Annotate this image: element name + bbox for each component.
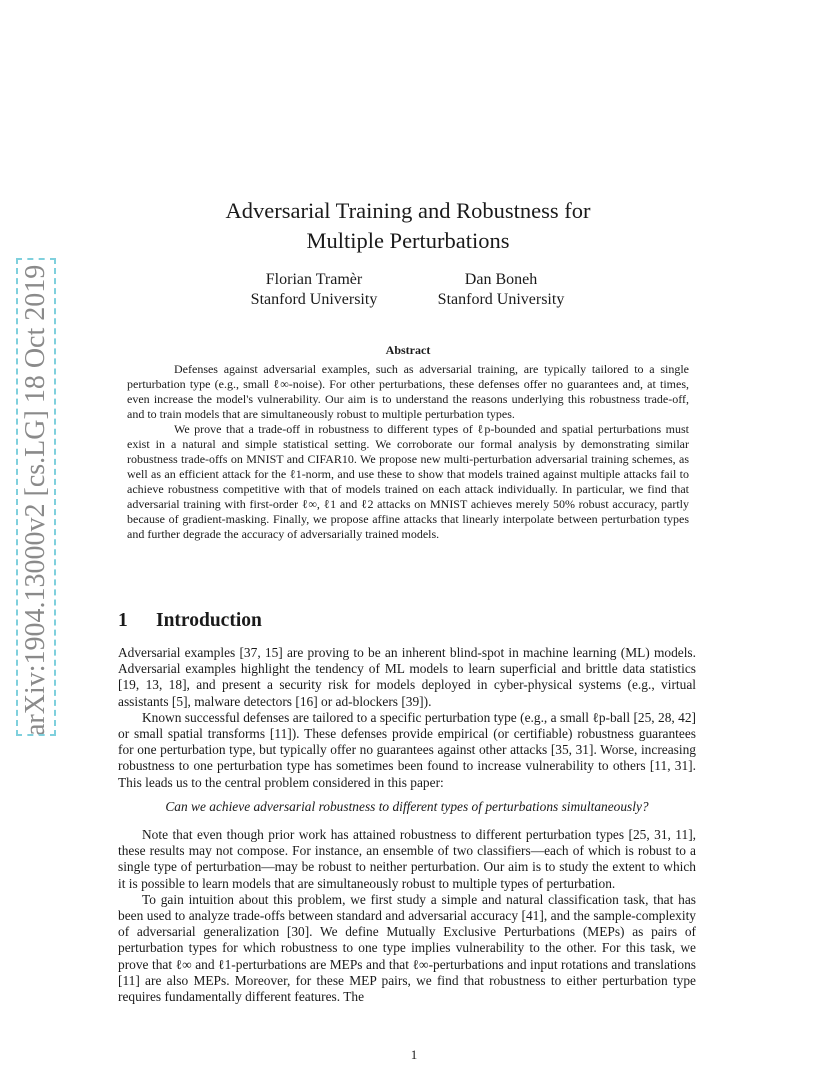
body-paragraph: To gain intuition about this problem, we first study a simple and natural classification task, that has been used to analyze trade-offs between standard and adversarial accuracy [41], and the sample-complexity of adversarial generalization [30]. We define Mutually Exclusive Perturbations (MEPs) as pairs of perturbation types for which robustness to one type implies vulnerability to the other. For this task, we prove that ℓ∞ and ℓ1-perturbations are MEPs and that ℓ∞-perturbations and input rotations and translations [11] are also MEPs. Moreover, for these MEP pairs, we find that robustness to either perturbation type requires fundamentally different features. The <box>118 891 696 1005</box>
author-name: Florian Tramèr <box>265 271 363 288</box>
paper-title <box>118 196 698 256</box>
abstract-heading: Abstract <box>385 343 431 357</box>
author-name: Dan Boneh <box>464 271 538 288</box>
central-question: Can we achieve adversarial robustness to different types of perturbations simultaneously? <box>165 798 649 814</box>
abstract-paragraph: Defenses against adversarial examples, such as adversarial training, are typically tailored to a single perturbation type (e.g., small ℓ∞-noise). For other perturbations, these defenses offer no guarantees and, at times, even increase the model's vulnerability. Our aim is to understand the reasons underlying this robustness trade-off, and to train models that are simultaneously robust to multiple perturbation types. <box>127 362 689 421</box>
page-number: 1 <box>410 1047 418 1062</box>
title-line-2: Multiple Perturbations <box>306 228 510 253</box>
arxiv-identifier: arXiv:1904.13000v2 [cs.LG] 18 Oct 2019 <box>16 258 56 736</box>
author-affiliation: Stanford University <box>250 291 378 308</box>
author-affiliation: Stanford University <box>437 291 565 308</box>
author-2 <box>418 270 584 310</box>
section-heading <box>118 610 262 632</box>
author-1 <box>231 270 397 310</box>
body-paragraph: Known successful defenses are tailored to a specific perturbation type (e.g., a small ℓp-ball [25, 28, 42] or small spatial transforms [11]). These defenses provide empirical (or certifiable) robustness guarantees for one perturbation type, but typically offer no guarantees against other attacks [35, 31]. Worse, increasing robustness to one perturbation type has sometimes been found to increase vulnerability to others [11, 31]. This leads us to the central problem considered in this paper: <box>118 709 696 790</box>
section-number: 1 <box>118 610 128 631</box>
body-paragraph: Note that even though prior work has attained robustness to different perturbation types [25, 31, 11], these results may not compose. For instance, an ensemble of two classifiers—each of which is robust to a single type of perturbation—may be robust to neither perturbation. Our aim is to study the extent to which it is possible to learn models that are simultaneously robust to multiple types of perturbation. <box>118 827 696 891</box>
abstract <box>127 362 689 542</box>
body-text <box>118 645 696 1005</box>
body-paragraph: Adversarial examples [37, 15] are proving to be an inherent blind-spot in machine learning (ML) models. Adversarial examples highlight the tendency of ML models to learn superficial and brittle data statistics [19, 13, 18], and present a security risk for models deployed in cyber-physical systems (e.g., virtual assistants [5], malware detectors [16] or ad-blockers [39]). <box>118 645 696 709</box>
abstract-paragraph: We prove that a trade-off in robustness to different types of ℓp-bounded and spatial perturbations must exist in a natural and simple statistical setting. We corroborate our formal analysis by demonstrating similar robustness trade-offs on MNIST and CIFAR10. We propose new multi-perturbation adversarial training schemes, as well as an efficient attack for the ℓ1-norm, and use these to show that models trained against multiple attacks fail to achieve robustness competitive with that of models trained on each attack individually. In particular, we find that adversarial training with first-order ℓ∞, ℓ1 and ℓ2 attacks on MNIST achieves merely 50% robust accuracy, partly because of gradient-masking. Finally, we propose affine attacks that linearly interpolate between perturbation types and further degrade the accuracy of adversarially trained models. <box>127 422 689 541</box>
title-line-1: Adversarial Training and Robustness for <box>225 198 591 223</box>
section-title: Introduction <box>156 610 262 631</box>
